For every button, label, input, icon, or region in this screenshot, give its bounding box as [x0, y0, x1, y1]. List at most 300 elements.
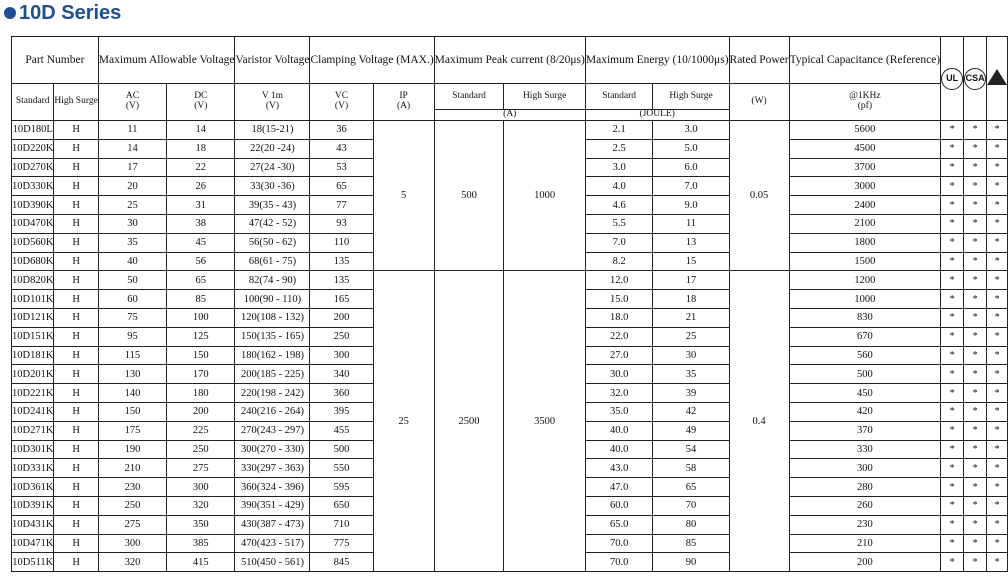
part-number-cell: 10D301K: [12, 440, 54, 459]
part-number-cell: 10D101K: [12, 290, 54, 309]
table-row: [12, 271, 1008, 290]
energy-standard-cell: 70.0: [585, 553, 653, 572]
clamping-voltage-cell: 455: [310, 421, 373, 440]
ul-logo-icon: UL: [941, 68, 963, 90]
header-max-energy: Maximum Energy (10/1000μs): [585, 37, 729, 84]
clamping-voltage-cell: 550: [310, 459, 373, 478]
dc-voltage-cell: 150: [167, 346, 235, 365]
part-number-cell: 10D181K: [12, 346, 54, 365]
clamping-voltage-cell: 500: [310, 440, 373, 459]
part-number-cell: 10D391K: [12, 496, 54, 515]
ul-cert-mark: *: [941, 196, 964, 215]
varistor-voltage-cell: 18(15-21): [235, 121, 310, 140]
ac-voltage-cell: 190: [98, 440, 166, 459]
ul-cert-mark: *: [941, 158, 964, 177]
clamping-voltage-cell: 395: [310, 402, 373, 421]
dc-voltage-cell: 300: [167, 478, 235, 497]
high-surge-cell: H: [54, 290, 98, 309]
capacitance-cell: 1500: [789, 252, 941, 271]
csa-cert-mark: *: [964, 327, 987, 346]
capacitance-cell: 500: [789, 365, 941, 384]
vde-cert-mark: *: [987, 553, 1008, 572]
ip-cell: 5: [373, 121, 434, 271]
energy-standard-cell: 8.2: [585, 252, 653, 271]
energy-standard-cell: 30.0: [585, 365, 653, 384]
ac-voltage-cell: 75: [98, 308, 166, 327]
high-surge-cell: H: [54, 534, 98, 553]
varistor-voltage-cell: 82(74 - 90): [235, 271, 310, 290]
part-number-cell: 10D431K: [12, 515, 54, 534]
dc-voltage-cell: 26: [167, 177, 235, 196]
ac-voltage-cell: 130: [98, 365, 166, 384]
rated-power-cell: 0.4: [729, 271, 789, 572]
dc-voltage-cell: 385: [167, 534, 235, 553]
vde-cert-mark: *: [987, 271, 1008, 290]
high-surge-cell: H: [54, 346, 98, 365]
energy-standard-cell: 43.0: [585, 459, 653, 478]
capacitance-cell: 830: [789, 308, 941, 327]
capacitance-cell: 1000: [789, 290, 941, 309]
energy-standard-cell: 5.5: [585, 214, 653, 233]
header-cert-ul: [941, 37, 964, 121]
capacitance-cell: 2400: [789, 196, 941, 215]
varistor-voltage-cell: 240(216 - 264): [235, 402, 310, 421]
capacitance-cell: 560: [789, 346, 941, 365]
dc-voltage-cell: 85: [167, 290, 235, 309]
energy-standard-cell: 35.0: [585, 402, 653, 421]
csa-cert-mark: *: [964, 478, 987, 497]
csa-cert-mark: *: [964, 496, 987, 515]
ac-voltage-cell: 320: [98, 553, 166, 572]
varistor-voltage-cell: 300(270 - 330): [235, 440, 310, 459]
csa-cert-mark: *: [964, 384, 987, 403]
ac-voltage-cell: 60: [98, 290, 166, 309]
subheader-ip: [373, 84, 434, 121]
ip-cell: 25: [373, 271, 434, 572]
capacitance-cell: 330: [789, 440, 941, 459]
energy-high-surge-cell: 13: [653, 233, 729, 252]
ul-cert-mark: *: [941, 515, 964, 534]
subheader-capacitance: [789, 84, 941, 121]
vde-cert-mark: *: [987, 308, 1008, 327]
ul-cert-mark: *: [941, 553, 964, 572]
ip-label: IP: [399, 91, 408, 102]
ac-voltage-cell: 250: [98, 496, 166, 515]
dc-voltage-cell: 200: [167, 402, 235, 421]
subheader-energy-unit: (JOULE): [585, 110, 729, 121]
part-number-cell: 10D820K: [12, 271, 54, 290]
varistor-voltage-cell: 39(35 - 43): [235, 196, 310, 215]
high-surge-cell: H: [54, 271, 98, 290]
capacitance-cell: 5600: [789, 121, 941, 140]
dc-voltage-cell: 14: [167, 121, 235, 140]
energy-standard-cell: 12.0: [585, 271, 653, 290]
ac-voltage-cell: 35: [98, 233, 166, 252]
clamping-voltage-cell: 650: [310, 496, 373, 515]
capacitance-cell: 280: [789, 478, 941, 497]
series-title: [4, 0, 121, 26]
high-surge-cell: H: [54, 233, 98, 252]
csa-cert-mark: *: [964, 177, 987, 196]
energy-standard-cell: 65.0: [585, 515, 653, 534]
energy-standard-cell: 60.0: [585, 496, 653, 515]
high-surge-cell: H: [54, 196, 98, 215]
energy-standard-cell: 18.0: [585, 308, 653, 327]
vde-cert-mark: *: [987, 158, 1008, 177]
energy-high-surge-cell: 70: [653, 496, 729, 515]
part-number-cell: 10D330K: [12, 177, 54, 196]
vde-cert-mark: *: [987, 402, 1008, 421]
energy-high-surge-cell: 30: [653, 346, 729, 365]
capacitance-cell: 2100: [789, 214, 941, 233]
varistor-voltage-cell: 200(185 - 225): [235, 365, 310, 384]
clamping-voltage-cell: 36: [310, 121, 373, 140]
energy-high-surge-cell: 58: [653, 459, 729, 478]
ac-voltage-cell: 30: [98, 214, 166, 233]
header-rated-power: Rated Power: [729, 37, 789, 84]
high-surge-cell: H: [54, 158, 98, 177]
ac-voltage-cell: 175: [98, 421, 166, 440]
peak-high-surge-cell: 1000: [504, 121, 585, 271]
csa-cert-mark: *: [964, 271, 987, 290]
part-number-cell: 10D271K: [12, 421, 54, 440]
csa-cert-mark: *: [964, 139, 987, 158]
dc-voltage-cell: 180: [167, 384, 235, 403]
header-part-number: Part Number: [12, 37, 99, 84]
bullet-icon: [4, 7, 16, 19]
table-body: [12, 121, 1008, 572]
varistor-voltage-cell: 100(90 - 110): [235, 290, 310, 309]
ul-cert-mark: *: [941, 534, 964, 553]
clamping-voltage-cell: 65: [310, 177, 373, 196]
dc-voltage-cell: 275: [167, 459, 235, 478]
subheader-peak-high-surge: High Surge: [504, 84, 585, 110]
dc-voltage-cell: 320: [167, 496, 235, 515]
vde-cert-mark: *: [987, 121, 1008, 140]
ul-cert-mark: *: [941, 346, 964, 365]
varistor-voltage-cell: 470(423 - 517): [235, 534, 310, 553]
high-surge-cell: H: [54, 308, 98, 327]
csa-cert-mark: *: [964, 308, 987, 327]
ul-cert-mark: *: [941, 402, 964, 421]
energy-standard-cell: 4.0: [585, 177, 653, 196]
clamping-voltage-cell: 360: [310, 384, 373, 403]
energy-standard-cell: 2.5: [585, 139, 653, 158]
csa-cert-mark: *: [964, 121, 987, 140]
ac-voltage-cell: 50: [98, 271, 166, 290]
high-surge-cell: H: [54, 553, 98, 572]
subheader-peak-unit: (A): [434, 110, 585, 121]
subheader-ac: [98, 84, 166, 121]
energy-high-surge-cell: 18: [653, 290, 729, 309]
v1m-label: V 1m: [261, 91, 284, 102]
vde-cert-mark: *: [987, 177, 1008, 196]
ul-cert-mark: *: [941, 214, 964, 233]
part-number-cell: 10D121K: [12, 308, 54, 327]
ac-voltage-cell: 300: [98, 534, 166, 553]
vde-cert-mark: *: [987, 459, 1008, 478]
peak-standard-cell: 500: [434, 121, 504, 271]
vde-cert-mark: *: [987, 496, 1008, 515]
part-number-cell: 10D470K: [12, 214, 54, 233]
ul-cert-mark: *: [941, 252, 964, 271]
high-surge-cell: H: [54, 214, 98, 233]
capacitance-cell: 230: [789, 515, 941, 534]
ac-voltage-cell: 11: [98, 121, 166, 140]
dc-voltage-cell: 100: [167, 308, 235, 327]
energy-standard-cell: 40.0: [585, 421, 653, 440]
clamping-voltage-cell: 135: [310, 271, 373, 290]
varistor-voltage-cell: 220(198 - 242): [235, 384, 310, 403]
vde-cert-mark: *: [987, 290, 1008, 309]
high-surge-cell: H: [54, 252, 98, 271]
vde-cert-mark: *: [987, 384, 1008, 403]
csa-cert-mark: *: [964, 459, 987, 478]
ul-cert-mark: *: [941, 384, 964, 403]
dc-voltage-cell: 225: [167, 421, 235, 440]
cap-unit: (pf): [857, 101, 873, 111]
dc-voltage-cell: 350: [167, 515, 235, 534]
capacitance-cell: 420: [789, 402, 941, 421]
ac-label: AC: [125, 91, 140, 102]
csa-cert-mark: *: [964, 233, 987, 252]
csa-cert-mark: *: [964, 515, 987, 534]
subheader-dc: [167, 84, 235, 121]
dc-voltage-cell: 31: [167, 196, 235, 215]
ac-voltage-cell: 25: [98, 196, 166, 215]
energy-standard-cell: 2.1: [585, 121, 653, 140]
varistor-voltage-cell: 33(30 -36): [235, 177, 310, 196]
vde-cert-mark: *: [987, 365, 1008, 384]
capacitance-cell: 1800: [789, 233, 941, 252]
part-number-cell: 10D471K: [12, 534, 54, 553]
ul-cert-mark: *: [941, 233, 964, 252]
ac-voltage-cell: 40: [98, 252, 166, 271]
energy-standard-cell: 27.0: [585, 346, 653, 365]
energy-standard-cell: 32.0: [585, 384, 653, 403]
energy-high-surge-cell: 42: [653, 402, 729, 421]
high-surge-cell: H: [54, 440, 98, 459]
varistor-voltage-cell: 27(24 -30): [235, 158, 310, 177]
subheader-vc: [310, 84, 373, 121]
ul-cert-mark: *: [941, 440, 964, 459]
vde-cert-mark: *: [987, 515, 1008, 534]
capacitance-cell: 200: [789, 553, 941, 572]
part-number-cell: 10D560K: [12, 233, 54, 252]
varistor-voltage-cell: 270(243 - 297): [235, 421, 310, 440]
vde-cert-mark: *: [987, 440, 1008, 459]
ac-voltage-cell: 115: [98, 346, 166, 365]
clamping-voltage-cell: 43: [310, 139, 373, 158]
part-number-cell: 10D201K: [12, 365, 54, 384]
high-surge-cell: H: [54, 515, 98, 534]
part-number-cell: 10D511K: [12, 553, 54, 572]
csa-cert-mark: *: [964, 553, 987, 572]
dc-unit: (V): [194, 101, 208, 111]
ac-voltage-cell: 230: [98, 478, 166, 497]
csa-cert-mark: *: [964, 346, 987, 365]
clamping-voltage-cell: 250: [310, 327, 373, 346]
dc-voltage-cell: 170: [167, 365, 235, 384]
dc-voltage-cell: 415: [167, 553, 235, 572]
high-surge-cell: H: [54, 121, 98, 140]
energy-standard-cell: 40.0: [585, 440, 653, 459]
energy-high-surge-cell: 35: [653, 365, 729, 384]
part-number-cell: 10D180L: [12, 121, 54, 140]
ac-voltage-cell: 14: [98, 139, 166, 158]
clamping-voltage-cell: 775: [310, 534, 373, 553]
high-surge-cell: H: [54, 139, 98, 158]
subheader-power-unit: (W): [729, 84, 789, 121]
ac-voltage-cell: 210: [98, 459, 166, 478]
vde-triangle-icon: [987, 69, 1007, 85]
vde-cert-mark: *: [987, 252, 1008, 271]
energy-high-surge-cell: 3.0: [653, 121, 729, 140]
ul-cert-mark: *: [941, 290, 964, 309]
capacitance-cell: 1200: [789, 271, 941, 290]
dc-voltage-cell: 56: [167, 252, 235, 271]
capacitance-cell: 300: [789, 459, 941, 478]
energy-high-surge-cell: 15: [653, 252, 729, 271]
dc-voltage-cell: 65: [167, 271, 235, 290]
ac-voltage-cell: 275: [98, 515, 166, 534]
varistor-voltage-cell: 430(387 - 473): [235, 515, 310, 534]
capacitance-cell: 4500: [789, 139, 941, 158]
high-surge-cell: H: [54, 459, 98, 478]
varistor-voltage-cell: 510(450 - 561): [235, 553, 310, 572]
ul-cert-mark: *: [941, 308, 964, 327]
csa-logo-icon: CSA: [964, 68, 986, 90]
csa-cert-mark: *: [964, 421, 987, 440]
dc-voltage-cell: 18: [167, 139, 235, 158]
csa-cert-mark: *: [964, 440, 987, 459]
varistor-voltage-cell: 68(61 - 75): [235, 252, 310, 271]
csa-cert-mark: *: [964, 196, 987, 215]
dc-voltage-cell: 250: [167, 440, 235, 459]
capacitance-cell: 3700: [789, 158, 941, 177]
cap-freq: @1KHz: [849, 91, 881, 102]
energy-standard-cell: 3.0: [585, 158, 653, 177]
header-cert-vde: [987, 37, 1008, 121]
ac-voltage-cell: 17: [98, 158, 166, 177]
vde-cert-mark: *: [987, 478, 1008, 497]
header-varistor-voltage: Varistor Voltage: [235, 37, 310, 84]
clamping-voltage-cell: 595: [310, 478, 373, 497]
energy-standard-cell: 4.6: [585, 196, 653, 215]
table-row: [12, 121, 1008, 140]
high-surge-cell: H: [54, 327, 98, 346]
energy-high-surge-cell: 25: [653, 327, 729, 346]
vde-cert-mark: *: [987, 327, 1008, 346]
csa-cert-mark: *: [964, 214, 987, 233]
capacitance-cell: 210: [789, 534, 941, 553]
subheader-energy-standard: Standard: [585, 84, 653, 110]
clamping-voltage-cell: 165: [310, 290, 373, 309]
energy-high-surge-cell: 49: [653, 421, 729, 440]
capacitance-cell: 670: [789, 327, 941, 346]
high-surge-cell: H: [54, 365, 98, 384]
vde-cert-mark: *: [987, 196, 1008, 215]
clamping-voltage-cell: 710: [310, 515, 373, 534]
energy-high-surge-cell: 39: [653, 384, 729, 403]
ac-voltage-cell: 20: [98, 177, 166, 196]
clamping-voltage-cell: 200: [310, 308, 373, 327]
csa-cert-mark: *: [964, 158, 987, 177]
part-number-cell: 10D270K: [12, 158, 54, 177]
ul-cert-mark: *: [941, 496, 964, 515]
high-surge-cell: H: [54, 478, 98, 497]
energy-high-surge-cell: 7.0: [653, 177, 729, 196]
varistor-voltage-cell: 330(297 - 363): [235, 459, 310, 478]
header-cert-csa: [964, 37, 987, 121]
ul-cert-mark: *: [941, 478, 964, 497]
varistor-voltage-cell: 390(351 - 429): [235, 496, 310, 515]
clamping-voltage-cell: 77: [310, 196, 373, 215]
ip-unit: (A): [397, 101, 411, 111]
capacitance-cell: 260: [789, 496, 941, 515]
varistor-voltage-cell: 22(20 -24): [235, 139, 310, 158]
clamping-voltage-cell: 135: [310, 252, 373, 271]
part-number-cell: 10D390K: [12, 196, 54, 215]
vc-label: VC: [334, 91, 349, 102]
dc-voltage-cell: 125: [167, 327, 235, 346]
dc-label: DC: [194, 91, 208, 102]
varistor-voltage-cell: 120(108 - 132): [235, 308, 310, 327]
high-surge-cell: H: [54, 496, 98, 515]
ac-voltage-cell: 95: [98, 327, 166, 346]
header-max-peak-current: Maximum Peak current (8/20μs): [434, 37, 585, 84]
ul-cert-mark: *: [941, 121, 964, 140]
csa-cert-mark: *: [964, 290, 987, 309]
series-title-text: 10D Series: [19, 1, 122, 24]
energy-high-surge-cell: 65: [653, 478, 729, 497]
energy-standard-cell: 47.0: [585, 478, 653, 497]
v1m-unit: (V): [265, 101, 280, 111]
high-surge-cell: H: [54, 384, 98, 403]
energy-high-surge-cell: 90: [653, 553, 729, 572]
csa-cert-mark: *: [964, 252, 987, 271]
energy-high-surge-cell: 11: [653, 214, 729, 233]
high-surge-cell: H: [54, 177, 98, 196]
clamping-voltage-cell: 110: [310, 233, 373, 252]
part-number-cell: 10D680K: [12, 252, 54, 271]
part-number-cell: 10D241K: [12, 402, 54, 421]
header-max-allowable-voltage: Maximum Allowable Voltage: [98, 37, 235, 84]
header-clamping-voltage: Clamping Voltage (MAX.): [310, 37, 434, 84]
clamping-voltage-cell: 340: [310, 365, 373, 384]
energy-standard-cell: 22.0: [585, 327, 653, 346]
ac-voltage-cell: 140: [98, 384, 166, 403]
energy-high-surge-cell: 85: [653, 534, 729, 553]
energy-high-surge-cell: 21: [653, 308, 729, 327]
energy-high-surge-cell: 54: [653, 440, 729, 459]
energy-high-surge-cell: 6.0: [653, 158, 729, 177]
vde-cert-mark: *: [987, 346, 1008, 365]
ul-cert-mark: *: [941, 365, 964, 384]
energy-standard-cell: 7.0: [585, 233, 653, 252]
part-number-cell: 10D361K: [12, 478, 54, 497]
subheader-standard: Standard: [12, 84, 54, 121]
part-number-cell: 10D221K: [12, 384, 54, 403]
energy-standard-cell: 70.0: [585, 534, 653, 553]
high-surge-cell: H: [54, 421, 98, 440]
capacitance-cell: 450: [789, 384, 941, 403]
dc-voltage-cell: 45: [167, 233, 235, 252]
vde-cert-mark: *: [987, 534, 1008, 553]
high-surge-cell: H: [54, 402, 98, 421]
vde-cert-mark: *: [987, 233, 1008, 252]
subheader-v1m: [235, 84, 310, 121]
